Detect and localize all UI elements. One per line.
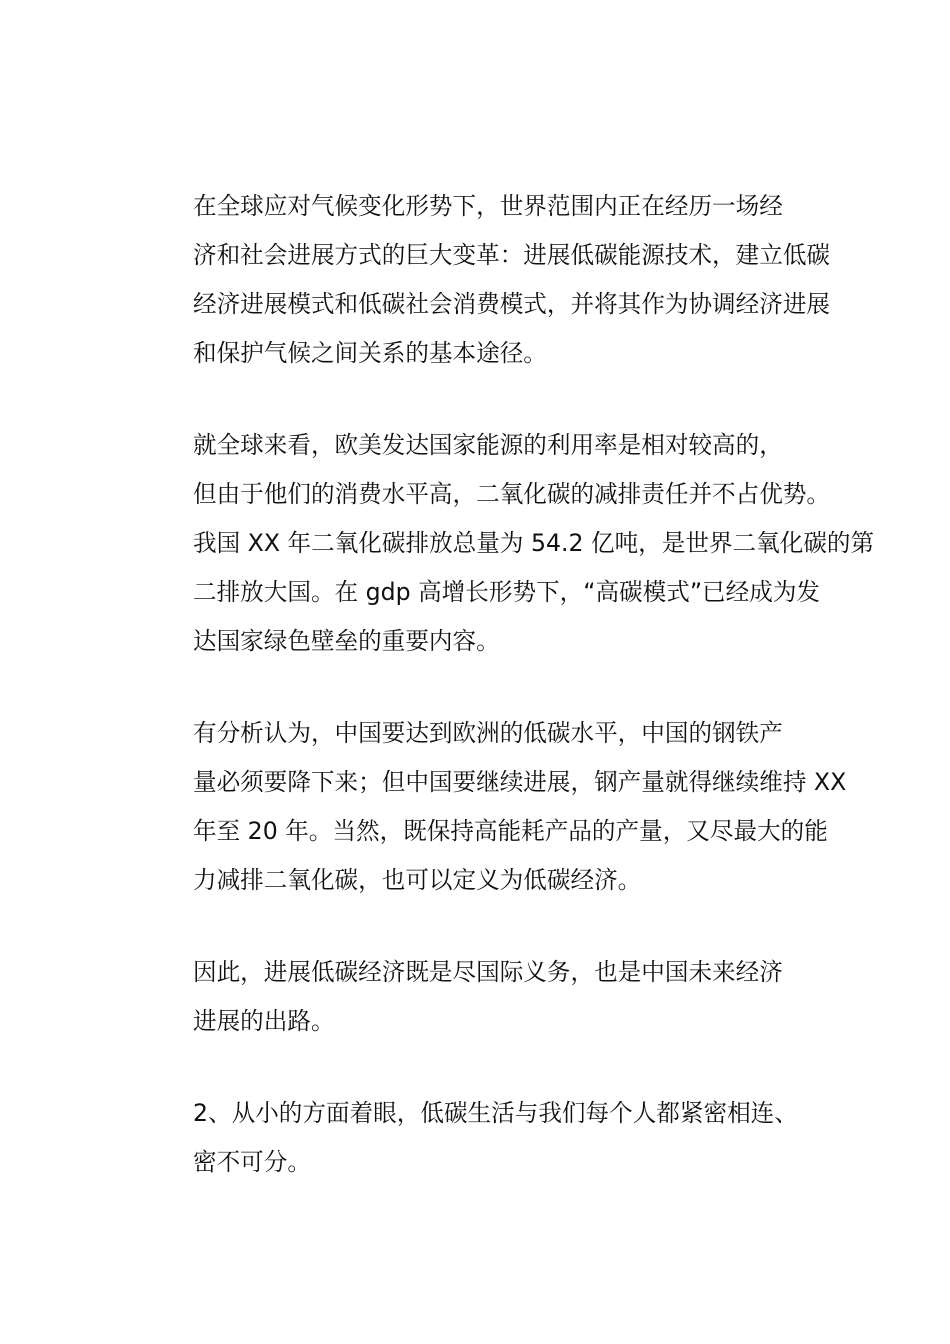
text-line: 2、从小的方面着眼，低碳生活与我们每个人都紧密相连、 <box>193 1099 798 1127</box>
text-line: 和保护气候之间关系的基本途径。 <box>193 339 547 367</box>
text-line: 进展的出路。 <box>193 1007 335 1035</box>
text-line: 力减排二氧化碳，也可以定义为低碳经济。 <box>193 866 642 894</box>
text-line: 年至 20 年。当然，既保持高能耗产品的产量，又尽最大的能 <box>193 817 828 845</box>
text-line: 达国家绿色壁垒的重要内容。 <box>193 627 500 655</box>
document-body <box>146 182 875 1230</box>
text-line: 二排放大国。在 gdp 高增长形势下，“高碳模式”已经成为发 <box>193 578 821 606</box>
text-line: 但由于他们的消费水平高，二氧化碳的减排责任并不占优势。 <box>193 480 831 508</box>
text-line: 济和社会进展方式的巨大变革：进展低碳能源技术，建立低碳 <box>193 241 831 269</box>
paragraph-low-carbon-life <box>146 1089 808 1187</box>
paragraph-steel-production <box>146 709 847 905</box>
text-line: 就全球来看，欧美发达国家能源的利用率是相对较高的， <box>193 431 783 459</box>
paragraph-conclusion <box>146 948 808 1046</box>
text-line: 我国 XX 年二氧化碳排放总量为 54.2 亿吨，是世界二氧化碳的第 <box>193 529 875 557</box>
paragraph-global-climate-change <box>146 182 831 378</box>
text-line: 在全球应对气候变化形势下，世界范围内正在经历一场经 <box>193 192 783 220</box>
text-line: 有分析认为，中国要达到欧洲的低碳水平，中国的钢铁产 <box>193 719 783 747</box>
paragraph-global-emissions <box>146 421 875 666</box>
text-line: 密不可分。 <box>193 1148 311 1176</box>
text-line: 量必须要降下来；但中国要继续进展，钢产量就得继续维持 XX <box>193 768 847 796</box>
text-line: 因此，进展低碳经济既是尽国际义务，也是中国未来经济 <box>193 958 783 986</box>
text-line: 经济进展模式和低碳社会消费模式，并将其作为协调经济进展 <box>193 290 831 318</box>
